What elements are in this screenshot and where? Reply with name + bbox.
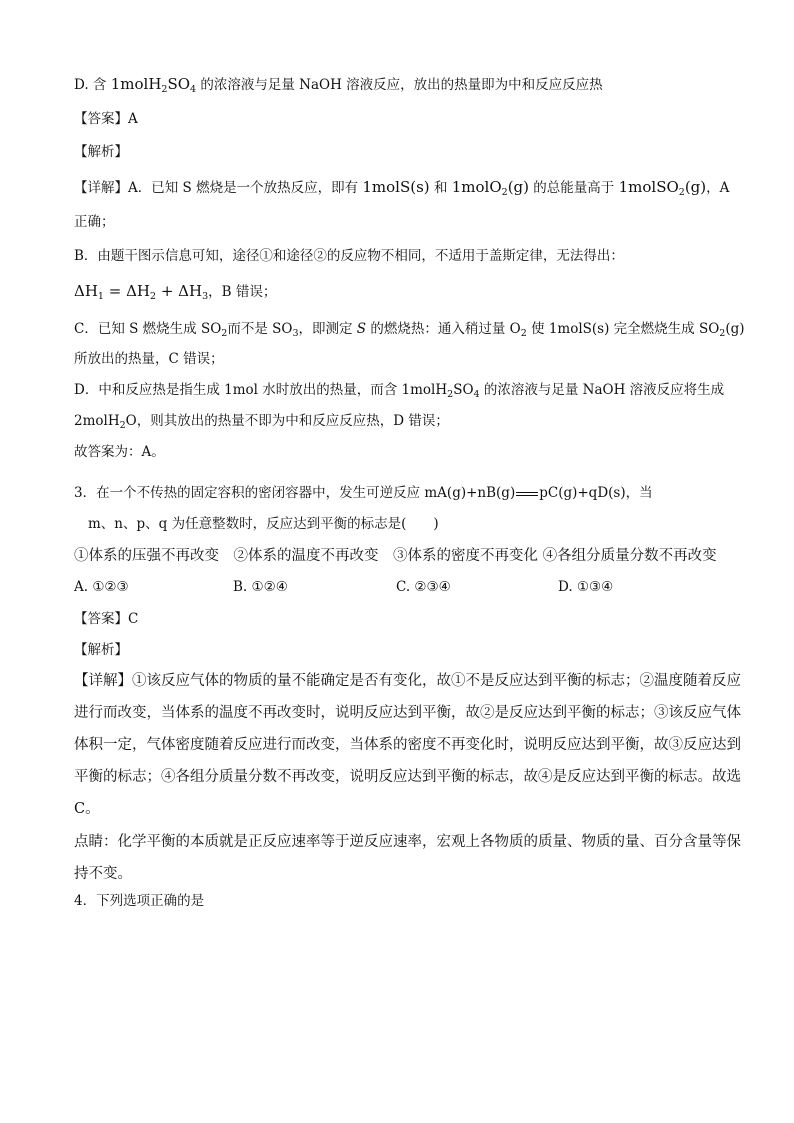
- q2-option-d: D. 含 $1molH_2SO_4$ 的浓溶液与足量 NaOH 溶液反应，放出的热量即为中和反应反应热: [74, 75, 603, 95]
- q2-detail-d-cont: 2molH$_2$O，则其放出的热量不即为中和反应反应热，D 错误；: [74, 413, 449, 431]
- q3-detail-line: 进行而改变，当体系的温度不再改变时，说明反应达到平衡，故②是反应达到平衡的标志；③该反应气体: [74, 705, 741, 721]
- q3-analysis-heading: 【解析】: [74, 642, 128, 658]
- q3-option-c: C. ②③④: [396, 579, 451, 595]
- q2-detail-d: D．中和反应热是指生成 1mol 水时放出的热量，而含 $1molH_2SO_4$ 的浓溶液与足量 NaOH 溶液反应将生成: [74, 382, 725, 400]
- q2-detail-c: C．已知 S 燃烧生成 $SO_2$而不是 $SO_3$，即测定 S 的燃烧热：通入稍过量 $O_2$ 使 1molS(s) 完全燃烧生成 $SO_2(g)$: [74, 321, 745, 339]
- q3-tip-line: 点睛：化学平衡的本质就是正反应速率等于逆反应速率，宏观上各物质的质量、物质的量、百分含量等保: [74, 834, 741, 850]
- q3-stem-line1: 3．在一个不传热的固定容积的密闭容器中，发生可逆反应 mA(g)+nB(g) pC(g)+qD(s)，当: [74, 485, 653, 501]
- q4-stem: 4．下列选项正确的是: [74, 893, 205, 909]
- q2-detail-b: B．由题干图示信息可知，途径①和途径②的反应物不相同，不适用于盖斯定律，无法得出：: [74, 248, 624, 264]
- q3-tip-line: 持不变。: [74, 866, 132, 882]
- q3-detail-line: C。: [74, 801, 100, 817]
- q3-detail-line: 体积一定，气体密度随着反应进行而改变，当体系的密度不再变化时，说明反应达到平衡，故③反应达到: [74, 737, 741, 753]
- q2-detail-c-cont: 所放出的热量，C 错误；: [74, 351, 224, 367]
- q3-conditions: ①体系的压强不再改变 ②体系的温度不再改变 ③体系的密度不再变化 ④各组分质量分数不再改变: [74, 548, 717, 564]
- q3-detail-line: 平衡的标志；④各组分质量分数不再改变，说明反应达到平衡的标志，故④是反应达到平衡的标志。故选: [74, 769, 741, 785]
- q3-detail-line: 【详解】①该反应气体的物质的量不能确定是否有变化，故①不是反应达到平衡的标志；②温度随着反应: [74, 673, 741, 689]
- q3-answer: 【答案】C: [74, 611, 139, 627]
- q3-stem-line2: m、n、p、q 为任意整数时，反应达到平衡的标志是( ): [88, 516, 439, 532]
- q2-detail-a-cont: 正确；: [74, 214, 115, 230]
- q2-detail-a: 【详解】A．已知 S 燃烧是一个放热反应，即有 1molS(s) 和 1molO$_2$(g) 的总能量高于 1molSO$_2$(g)，A: [74, 178, 730, 198]
- q2-answer: 【答案】A: [74, 111, 138, 127]
- q3-option-b: B. ①②④: [233, 579, 288, 595]
- q3-option-a: A. ①②③: [74, 579, 129, 595]
- reversible-arrow-icon: [516, 491, 538, 497]
- q2-conclusion: 故答案为：A。: [74, 444, 165, 460]
- q2-detail-b-formula: $\Delta H_1 = \Delta H_2 + \Delta H_3$，B 错误；: [74, 282, 277, 302]
- q3-option-d: D. ①③④: [558, 579, 614, 595]
- q2-analysis-heading: 【解析】: [74, 144, 128, 160]
